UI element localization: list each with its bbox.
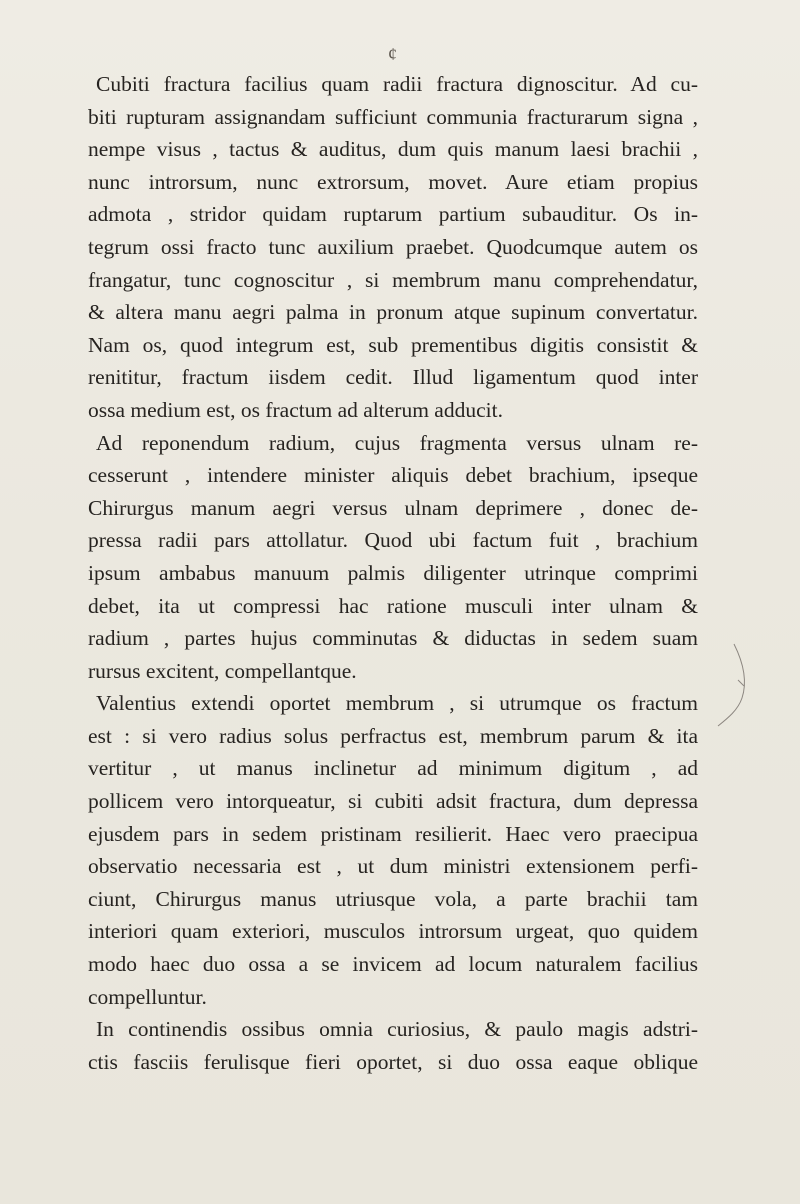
text-line: compelluntur. <box>88 984 207 1009</box>
text-line: ipsum ambabus manuum palmis diligenter utrinque comprimi <box>88 560 698 585</box>
text-line: admota , stridor quidam ruptarum partium subauditur. Os in- <box>88 202 698 227</box>
text-line: Chirurgus manum aegri versus ulnam deprimere , donec de- <box>88 495 698 520</box>
text-line: rursus excitent, compellantque. <box>88 658 357 683</box>
text-line: renititur, fractum iisdem cedit. Illud ligamentum quod inter <box>88 365 698 390</box>
text-line: Cubiti fractura facilius quam radii fractura dignoscitur. Ad cu- <box>96 72 698 96</box>
text-line: radium , partes hujus comminutas & diductas in sedem suam <box>88 626 698 651</box>
text-line: nempe visus , tactus & auditus, dum quis manum laesi brachii , <box>88 137 698 162</box>
text-line: pollicem vero intorqueatur, si cubiti adsit fractura, dum depressa <box>88 789 698 814</box>
text-line: debet, ita ut compressi hac ratione musculi inter ulnam & <box>88 593 698 618</box>
text-line: pressa radii pars attollatur. Quod ubi factum fuit , brachium <box>88 528 698 553</box>
body-text <box>88 68 698 1078</box>
text-line: In continendis ossibus omnia curiosius, & paulo magis adstri- <box>96 1017 698 1042</box>
text-line: ossa medium est, os fractum ad alterum adducit. <box>88 397 503 422</box>
text-line: est : si vero radius solus perfractus est, membrum parum & ita <box>88 723 698 748</box>
text-line: modo haec duo ossa a se invicem ad locum naturalem facilius <box>88 952 698 977</box>
text-line: frangatur, tunc cognoscitur , si membrum manu comprehendatur, <box>88 267 698 292</box>
text-line: Ad reponendum radium, cujus fragmenta versus ulnam re- <box>96 430 698 455</box>
text-line: Valentius extendi oportet membrum , si utrumque os fractum <box>96 691 698 716</box>
text-line: ciunt, Chirurgus manus utriusque vola, a parte brachii tam <box>88 886 698 911</box>
text-line: vertitur , ut manus inclinetur ad minimum digitum , ad <box>88 756 698 781</box>
text-line: ctis fasciis ferulisque fieri oportet, si duo ossa eaque oblique <box>88 1049 698 1074</box>
signature-mark: ¢ <box>388 44 397 64</box>
text-line: ejusdem pars in sedem pristinam resilierit. Haec vero praecipua <box>88 821 698 846</box>
text-line: biti rupturam assignandam sufficiunt communia fracturarum signa , <box>88 104 698 129</box>
text-line: interiori quam exteriori, musculos introrsum urgeat, quo quidem <box>88 919 698 944</box>
text-line: cesserunt , intendere minister aliquis debet brachium, ipseque <box>88 463 698 488</box>
text-line: observatio necessaria est , ut dum ministri extensionem perfi- <box>88 854 698 879</box>
margin-fold-mark <box>712 640 752 730</box>
text-line: nunc introrsum, nunc extrorsum, movet. Aure etiam propius <box>88 169 698 194</box>
text-line: & altera manu aegri palma in pronum atque supinum convertatur. <box>88 300 698 325</box>
text-line: Nam os, quod integrum est, sub prementibus digitis consistit & <box>88 332 698 357</box>
text-line: tegrum ossi fracto tunc auxilium praebet. Quodcumque autem os <box>88 234 698 259</box>
